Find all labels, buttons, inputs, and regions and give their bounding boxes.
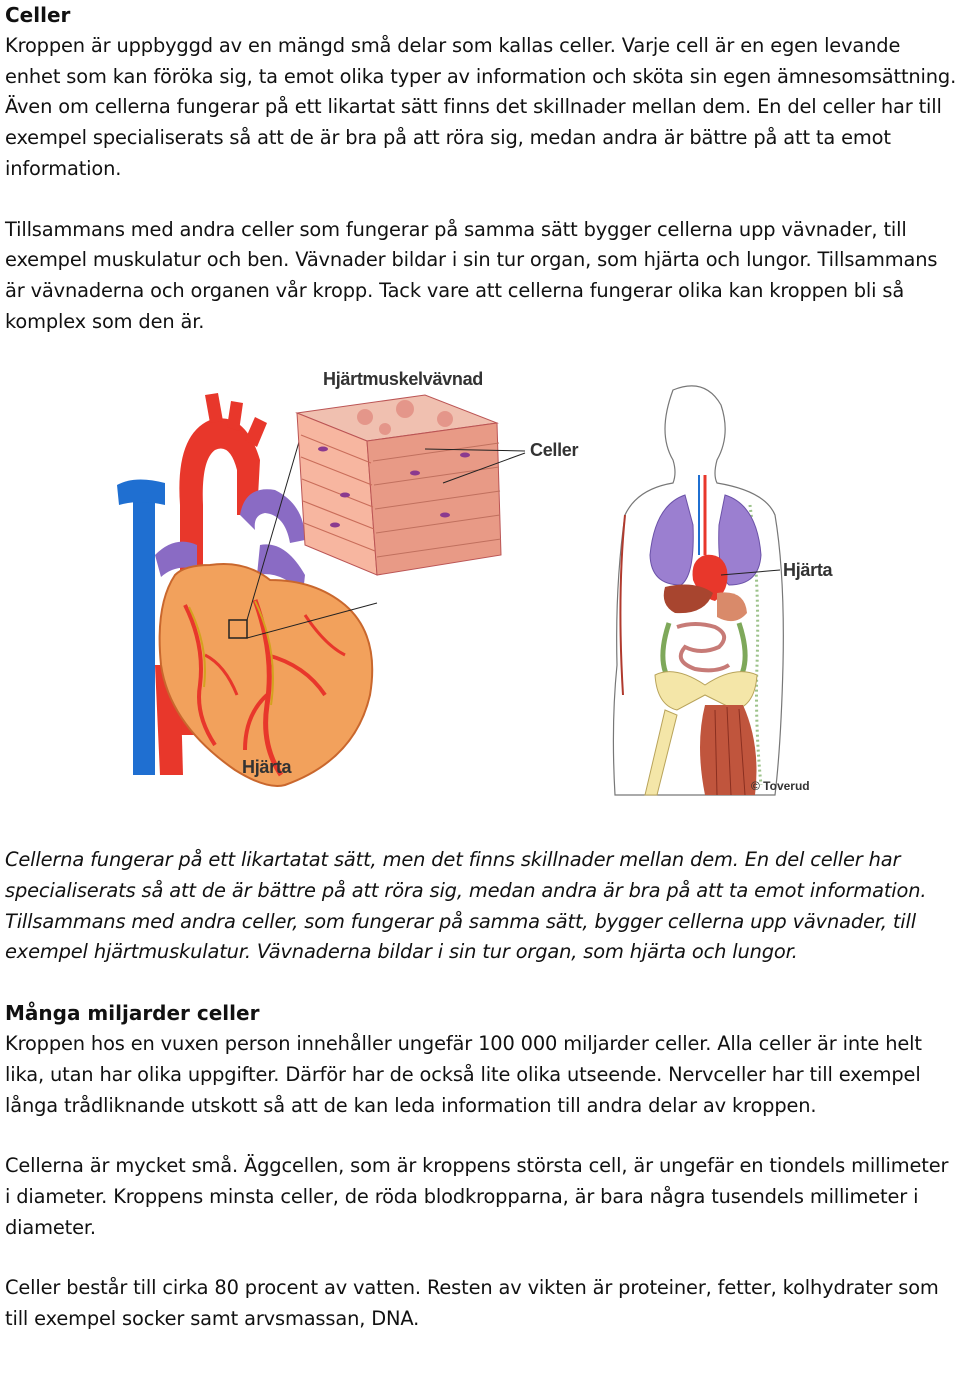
paragraph: Kroppen hos en vuxen person innehåller ungefär 100 000 miljarder celler. Alla celler är inte helt lika, utan har olika uppgifter. Därför har de också lite olika utseende. Nervceller har till exempel långa trådliknande utskott så att de kan leda information till andra delar av kroppen.: [5, 1032, 922, 1117]
section-heading-celler: Celler: [5, 3, 71, 27]
section-heading-manga-miljarder-celler: Många miljarder celler: [5, 1001, 260, 1026]
document-page: [5, 0, 959, 1335]
paragraph: Tillsammans med andra celler som fungerar på samma sätt bygger cellerna upp vävnader, till exempel muskulatur och ben. Vävnader bildar i sin tur organ, som hjärta och lungor. Tillsammans är vävnaderna och organen vår kropp. Tack vare att cellerna fungerar olika kan kroppen bli så komplex som den är.: [5, 217, 938, 333]
label-hjarta-body: Hjärta: [783, 560, 833, 581]
label-hjarta-heart: Hjärta: [242, 757, 292, 778]
heart-tissue-block: [297, 395, 525, 575]
figure-credit: © Toverud: [751, 779, 810, 794]
figure-caption: Cellerna fungerar på ett likartatat sätt, men det finns skillnader mellan dem. En del celler har specialiserats så att de är bättre på att röra sig, medan andra är bra på att ta emot information. Tillsammans med andra celler, som fungerar på samma sätt, bygger cellerna upp vävnader, till exempel hjärtmuskulatur. Vävnaderna bildar i sin tur organ, som hjärta och lungor.: [5, 848, 927, 964]
paragraph: Kroppen är uppbyggd av en mängd små delar som kallas celler. Varje cell är en egen levande enhet som kan föröka sig, ta emot olika typer av information och sköta sin egen ämnesomsättning. Även om cellerna fungerar på ett likartat sätt finns det skillnader mellan dem. En del celler har till exempel specialiserats så att de är bra på att röra sig, medan andra är bättre på att ta emot information.: [5, 34, 957, 180]
label-hjartmuskelvavnad: Hjärtmuskelvävnad: [323, 369, 483, 390]
paragraph: Celler består till cirka 80 procent av vatten. Resten av vikten är proteiner, fetter, kolhydrater som till exempel socker samt arvsmassan, DNA.: [5, 1276, 939, 1331]
label-celler: Celler: [530, 440, 579, 461]
anatomy-illustration: [5, 365, 959, 835]
body-illustration: [613, 386, 783, 795]
paragraph: Cellerna är mycket små. Äggcellen, som är kroppens största cell, är ungefär en tiondels millimeter i diameter. Kroppens minsta celler, de röda blodkropparna, är bara några tusendels millimeter i diameter.: [5, 1154, 949, 1239]
anatomy-figure: [5, 365, 959, 835]
